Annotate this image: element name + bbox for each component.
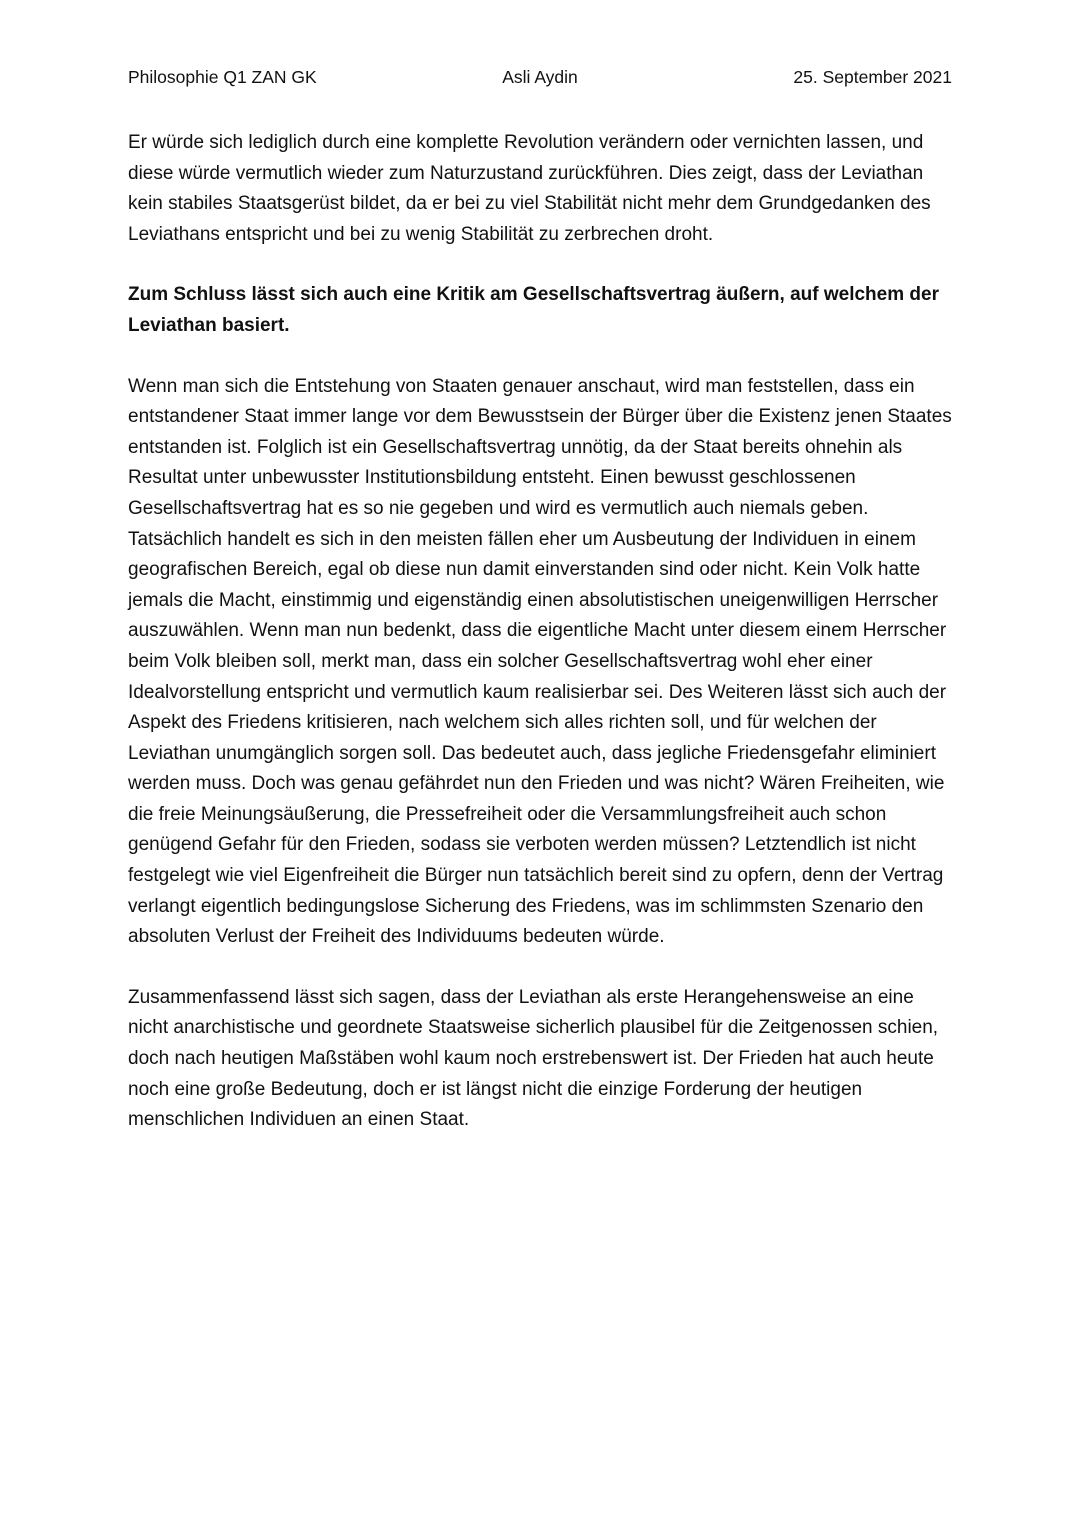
section-heading: Zum Schluss lässt sich auch eine Kritik am Gesellschaftsvertrag äußern, auf welchem der Leviathan basiert. xyxy=(128,284,939,336)
page-header xyxy=(128,64,952,90)
document-body xyxy=(128,128,954,1166)
header-course: Philosophie Q1 ZAN GK xyxy=(128,67,317,87)
paragraph-critique: Wenn man sich die Entstehung von Staaten genauer anschaut, wird man feststellen, dass ein entstandener Staat immer lange vor dem Bewusstsein der Bürger über die Existenz jenen Staates entstanden ist. Folglich ist ein Gesellschaftsvertrag unnötig, da der Staat bereits ohnehin als Resultat unter unbewusster Institutionsbildung entsteht. Einen bewusst geschlossenen Gesellschaftsvertrag hat es so nie gegeben und wird es vermutlich auch niemals geben. Tatsächlich handelt es sich in den meisten fällen eher um Ausbeutung der Individuen in einem geografischen Bereich, egal ob diese nun damit einverstanden sind oder nicht. Kein Volk hatte jemals die Macht, einstimmig und eigenständig einen absolutistischen uneigenwilligen Herrscher auszuwählen. Wenn man nun bedenkt, dass die eigentliche Macht unter diesem einem Herrscher beim Volk bleiben soll, merkt man, dass ein solcher Gesellschaftsvertrag wohl eher einer Idealvorstellung entspricht und vermutlich kaum realisierbar sei. Des Weiteren lässt sich auch der Aspekt des Friedens kritisieren, nach welchem sich alles richten soll, und für welchen der Leviathan unumgänglich sorgen soll. Das bedeutet auch, dass jegliche Friedensgefahr eliminiert werden muss. Doch was genau gefährdet nun den Frieden und was nicht? Wären Freiheiten, wie die freie Meinungsäußerung, die Pressefreiheit oder die Versammlungsfreiheit auch schon genügend Gefahr für den Frieden, sodass sie verboten werden müssen? Letztendlich ist nicht festgelegt wie viel Eigenfreiheit die Bürger nun tatsächlich bereit sind zu opfern, denn der Vertrag verlangt eigentlich bedingungslose Sicherung des Friedens, was im schlimmsten Szenario den absoluten Verlust der Freiheit des Individuums bedeuten würde. xyxy=(128,375,952,948)
paragraph-conclusion: Zusammenfassend lässt sich sagen, dass der Leviathan als erste Herangehensweise an eine nicht anarchistische und geordnete Staatsweise sicherlich plausibel für die Zeitgenossen schien, doch nach heutigen Maßstäben wohl kaum noch erstrebenswert ist. Der Frieden hat auch heute noch eine große Bedeutung, doch er ist längst nicht die einzige Forderung der heutigen menschlichen Individuen an einen Staat. xyxy=(128,986,939,1131)
paragraph-intro: Er würde sich lediglich durch eine komplette Revolution verändern oder vernichten lassen, und diese würde vermutlich wieder zum Naturzustand zurückführen. Dies zeigt, dass der Leviathan kein stabiles Staatsgerüst bildet, da er bei zu viel Stabilität nicht mehr dem Grundgedanken des Leviathans entspricht und bei zu wenig Stabilität zu zerbrechen droht. xyxy=(128,132,931,245)
header-author: Asli Aydin xyxy=(502,67,578,87)
header-date: 25. September 2021 xyxy=(793,67,952,87)
